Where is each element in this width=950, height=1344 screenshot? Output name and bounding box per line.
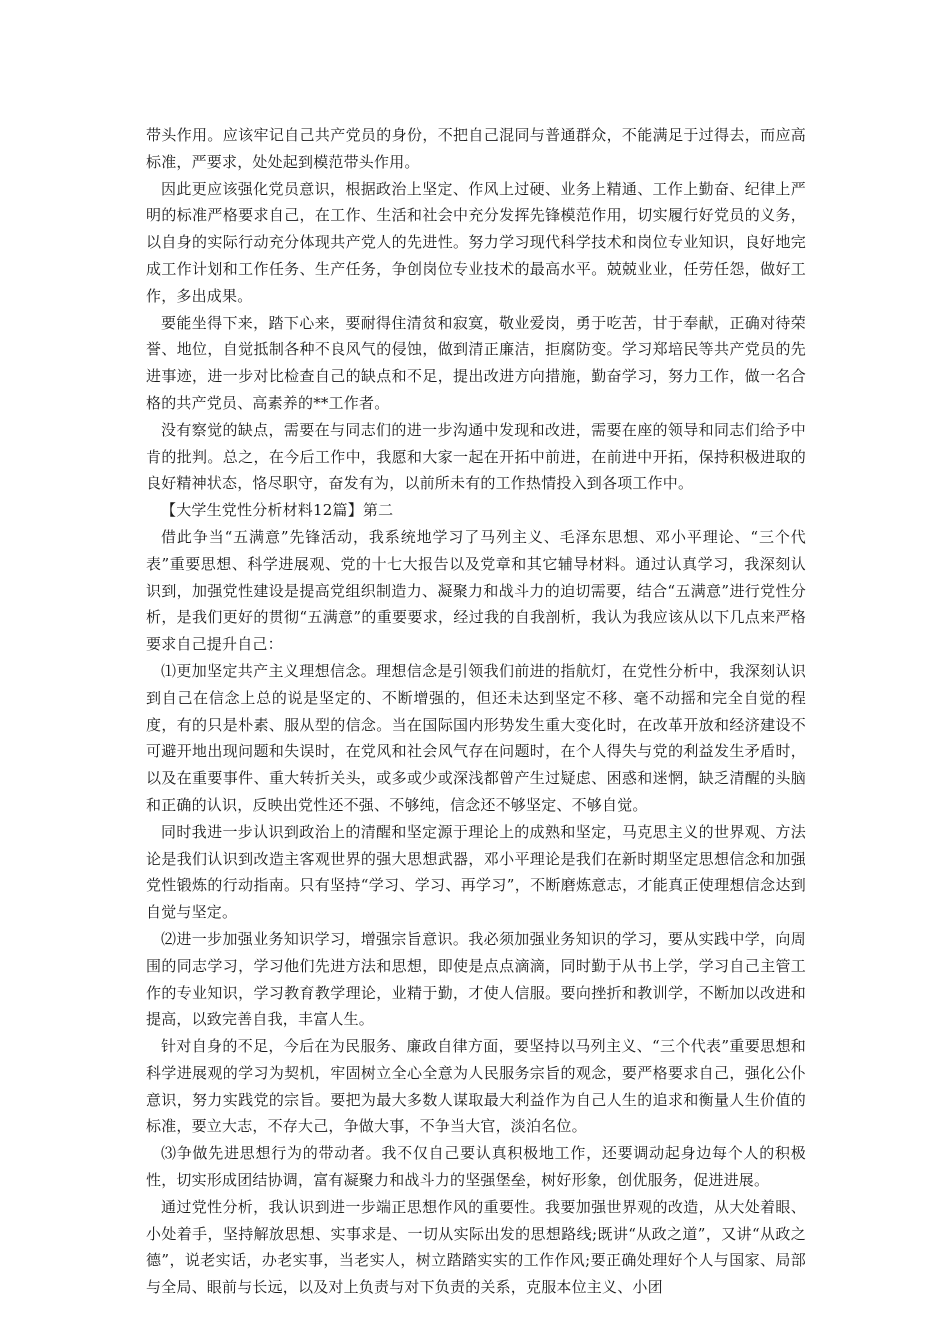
paragraph-11: 通过党性分析，我认识到进一步端正思想作风的重要性。我要加强世界观的改造，从大处着眼、小处着手，坚持解放思想、实事求是、一切从实际出发的思想路线;既讲“从政之道”，又讲“从政之德”，说老实话，办老实事，当老实人，树立踏踏实实的工作作风;要正确处理好个人与国家、局部与全局、眼前与长远，以及对上负责与对下负责的关系，克服本位主义、小团 bbox=[146, 1197, 806, 1297]
section-heading: 【大学生党性分析材料12篇】第二 bbox=[161, 501, 394, 520]
paragraph-10: ⑶争做先进思想行为的带动者。我不仅自己要认真积极地工作，还要调动起身边每个人的积极性，切实形成团结协调，富有凝聚力和战斗力的坚强堡垒，树好形象，创优服务，促进进展。 bbox=[146, 1144, 806, 1190]
paragraph-1: 带头作用。应该牢记自己共产党员的身份，不把自己混同与普通群众，不能满足于过得去，而应高标准，严要求，处处起到模范带头作用。 bbox=[146, 126, 806, 171]
paragraph-5: 借此争当“五满意”先锋活动，我系统地学习了马列主义、毛泽东思想、邓小平理论、“三个代表”重要思想、科学进展观、党的十七大报告以及党章和其它辅导材料。通过认真学习，我深刻认识到，加强党性建设是提高党组织制造力、凝聚力和战斗力的迫切需要，结合“五满意”进行党性分析，是我们更好的贯彻“五满意”的重要要求，经过我的自我剖析，我认为我应该从以下几点来严格要求自己提升自己： bbox=[146, 527, 806, 654]
paragraph-2: 因此更应该强化党员意识，根据政治上坚定、作风上过硬、业务上精通、工作上勤奋、纪律上严明的标准严格要求自己，在工作、生活和社会中充分发挥先锋模范作用，切实履行好党员的义务，以自身的实际行动充分体现共产党人的先进性。努力学习现代科学技术和岗位专业知识，良好地完成工作计划和工作任务、生产任务，争创岗位专业技术的最高水平。兢兢业业，任劳任怨，做好工作，多出成果。 bbox=[146, 179, 806, 305]
paragraph-3: 要能坐得下来，踏下心来，要耐得住清贫和寂寞，敬业爱岗，勇于吃苦，甘于奉献，正确对待荣誉、地位，自觉抵制各种不良风气的侵蚀，做到清正廉洁，拒腐防变。学习郑培民等共产党员的先进事迹，进一步对比检查自己的缺点和不足，提出改进方向措施，勤奋学习，努力工作，做一名合格的共产党员、高素养的**工作者。 bbox=[146, 313, 806, 412]
paragraph-8: ⑵进一步加强业务知识学习，增强宗旨意识。我必须加强业务知识的学习，要从实践中学，向周围的同志学习，学习他们先进方法和思想，即使是点点滴滴，同时勤于从书上学，学习自己主管工作的专业知识，学习教育教学理论，业精于勤，才使人信服。要向挫折和教训学，不断加以改进和提高，以致完善自我，丰富人生。 bbox=[146, 929, 806, 1029]
paragraph-7: 同时我进一步认识到政治上的清醒和坚定源于理论上的成熟和坚定，马克思主义的世界观、方法论是我们认识到改造主客观世界的强大思想武器，邓小平理论是我们在新时期坚定思想信念和加强党性锻炼的行动指南。只有坚持“学习、学习、再学习”，不断磨炼意志，才能真正使理想信念达到自觉与坚定。 bbox=[146, 822, 806, 922]
paragraph-6: ⑴更加坚定共产主义理想信念。理想信念是引领我们前进的指航灯，在党性分析中，我深刻认识到自己在信念上总的说是坚定的、不断增强的，但还未达到坚定不移、毫不动摇和完全自觉的程度，有的只是朴素、服从型的信念。当在国际国内形势发生重大变化时，在改革开放和经济建设不可避开地出现问题和失误时，在党风和社会风气存在问题时，在个人得失与党的利益发生矛盾时，以及在重要事件、重大转折关头，或多或少或深浅都曾产生过疑虑、困惑和迷惘，缺乏清醒的头脑和正确的认识，反映出党性还不强、不够纯，信念还不够坚定、不够自觉。 bbox=[146, 661, 806, 814]
paragraph-4: 没有察觉的缺点，需要在与同志们的进一步沟通中发现和改进，需要在座的领导和同志们给予中肯的批判。总之，在今后工作中，我愿和大家一起在开拓中前进，在前进中开拓，保持积极进取的良好精神状态，恪尽职守，奋发有为，以前所未有的工作热情投入到各项工作中。 bbox=[146, 420, 806, 493]
document-page bbox=[146, 122, 806, 1301]
paragraph-9: 针对自身的不足，今后在为民服务、廉政自律方面，要坚持以马列主义、“三个代表”重要思想和科学进展观的学习为契机，牢固树立全心全意为人民服务宗旨的观念，要严格要求自己，强化公仆意识，努力实践党的宗旨。要把为最大多数人谋取最大利益作为自己人生的追求和衡量人生价值的标准，要立大志，不存大己，争做大事，不争当大官，淡泊名位。 bbox=[146, 1037, 806, 1136]
